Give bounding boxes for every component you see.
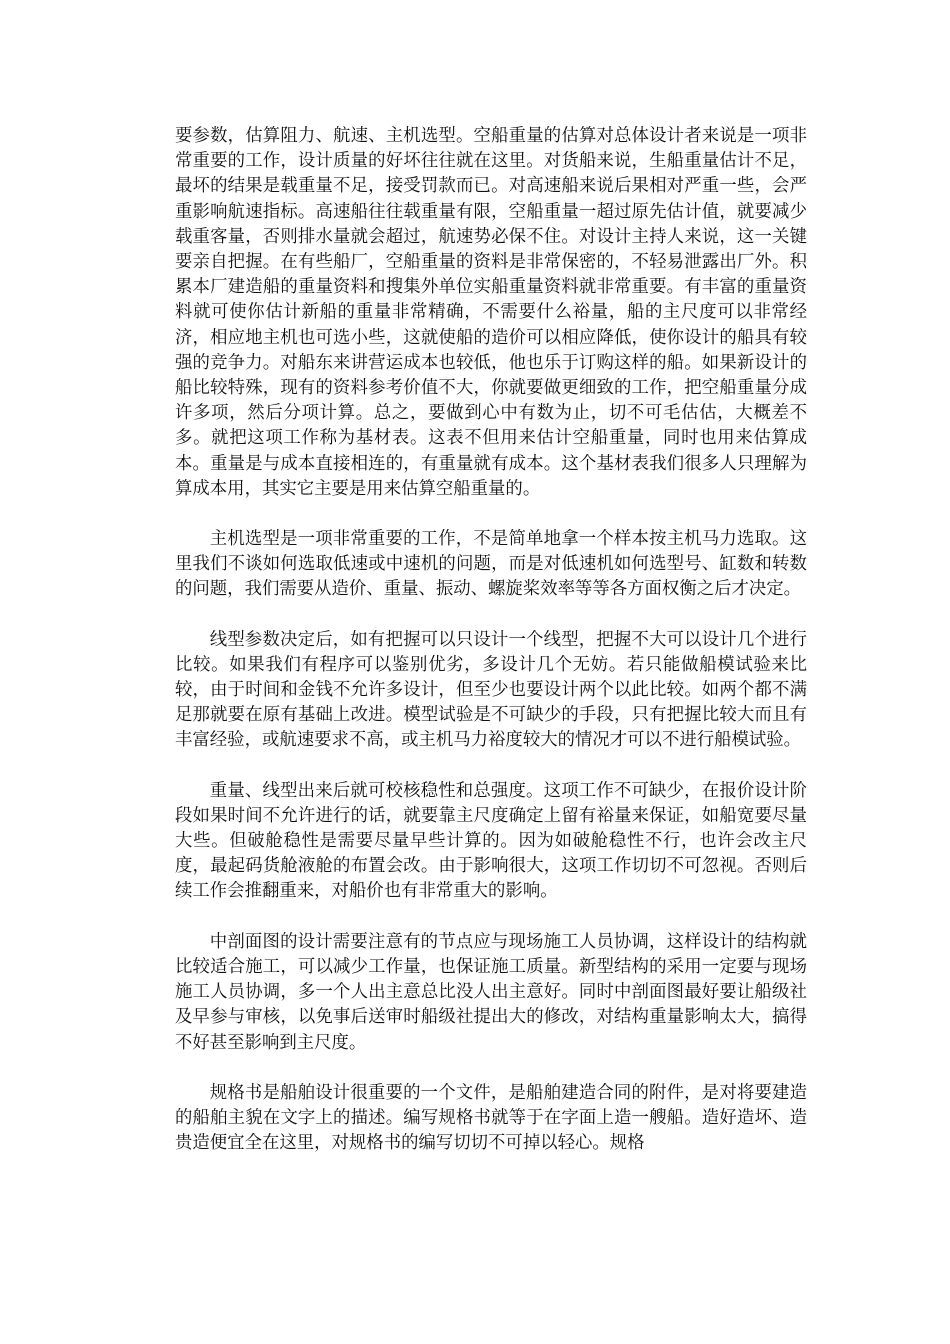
paragraph-specification: 规格书是船舶设计很重要的一个文件，是船舶建造合同的附件，是对将要建造的船舶主貌在文字上的描述。编写规格书就等于在字面上造一艘船。造好造坏、造贵造便宜全在这里，对规格书的编写切切不可掉以轻心。规格	[175, 1082, 807, 1154]
document-body	[175, 124, 807, 1156]
paragraph-midship-section: 中剖面图的设计需要注意有的节点应与现场施工人员协调，这样设计的结构就比较适合施工，可以减少工作量，也保证施工质量。新型结构的采用一定要与现场施工人员协调，多一个人出主意总比没人出主意好。同时中剖面图最好要让船级社及早参与审核，以免事后送审时船级社提出大的修改，对结构重量影响太大，搞得不好甚至影响到主尺度。	[175, 931, 807, 1053]
paragraph-stability-strength: 重量、线型出来后就可校核稳性和总强度。这项工作不可缺少，在报价设计阶段如果时间不允许进行的话，就要靠主尺度确定上留有裕量来保证，如船宽要尽量大些。但破舱稳性是需要尽量早些计算的。因为如破舱稳性不行，也许会改主尺度，最起码货舱液舱的布置会改。由于影响很大，这项工作切切不可忽视。否则后续工作会推翻重来，对船价也有非常重大的影响。	[175, 780, 807, 902]
paragraph-empty-ship-weight: 要参数，估算阻力、航速、主机选型。空船重量的估算对总体设计者来说是一项非常重要的工作，设计质量的好坏往往就在这里。对货船来说，生船重量估计不足，最坏的结果是载重量不足，接受罚款而已。对高速船来说后果相对严重一些，会严重影响航速指标。高速船往往载重量有限，空船重量一超过原先估计值，就要减少载重客量，否则排水量就会超过，航速势必保不住。对设计主持人来说，这一关键要亲自把握。在有些船厂，空船重量的资料是非常保密的，不轻易泄露出厂外。积累本厂建造船的重量资料和搜集外单位实船重量资料就非常重要。有丰富的重量资料就可使你估计新船的重量非常精确，不需要什么裕量，船的主尺度可以非常经济，相应地主机也可选小些，这就使船的造价可以相应降低，使你设计的船具有较强的竞争力。对船东来讲营运成本也较低，他也乐于订购这样的船。如果新设计的船比较特殊，现有的资料参考价值不大，你就要做更细致的工作，把空船重量分成许多项，然后分项计算。总之，要做到心中有数为止，切不可毛估估，大概差不多。就把这项工作称为基材表。这表不但用来估计空船重量，同时也用来估算成本。重量是与成本直接相连的，有重量就有成本。这个基材表我们很多人只理解为算成本用，其实它主要是用来估算空船重量的。	[175, 126, 807, 499]
paragraph-hull-lines: 线型参数决定后，如有把握可以只设计一个线型，把握不大可以设计几个进行比较。如果我们有程序可以鉴别优劣，多设计几个无妨。若只能做船模试验来比较，由于时间和金钱不允许多设计，但至少也要设计两个以此比较。如两个都不满足那就要在原有基础上改进。模型试验是不可缺少的手段，只有把握比较大而且有丰富经验，或航速要求不高，或主机马力裕度较大的情况才可以不进行船模试验。	[175, 629, 807, 751]
paragraph-main-engine-selection: 主机选型是一项非常重要的工作，不是简单地拿一个样本按主机马力选取。这里我们不谈如何选取低速或中速机的问题，而是对低速机如何选型号、缸数和转数的问题，我们需要从造价、重量、振动、螺旋桨效率等等各方面权衡之后才决定。	[175, 529, 807, 600]
